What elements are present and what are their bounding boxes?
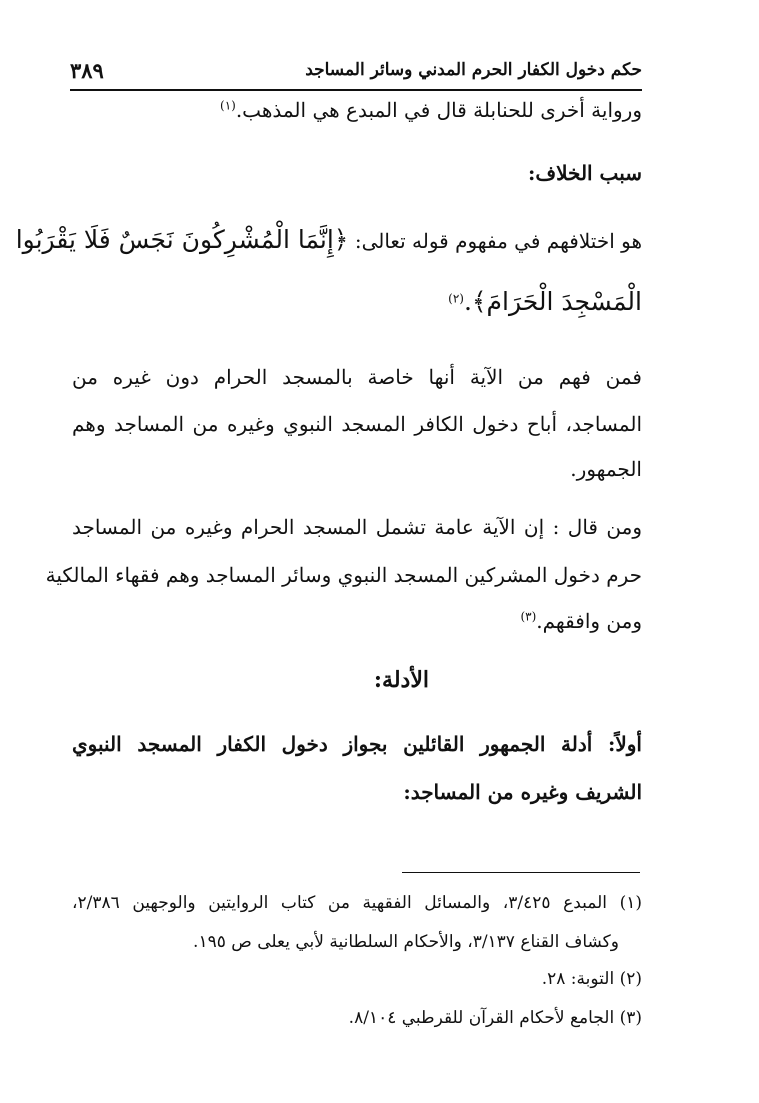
- running-header: [70, 58, 642, 92]
- paragraph-2-line-3: [520, 606, 642, 636]
- body-text: ومن وافقهم.: [536, 609, 642, 633]
- footnote-2: (٢) التوبة: ٢٨.: [541, 969, 642, 989]
- footnote-ref-2: (٢): [448, 291, 464, 306]
- footnote-ref-3: (٣): [520, 609, 537, 624]
- heading-evidence: الأدلة:: [373, 667, 429, 693]
- quran-verse: الْمَسْجِدَ الْحَرَامَ﴾.: [463, 287, 642, 316]
- evidence-line-2: الشريف وغيره من المساجد:: [403, 780, 642, 804]
- header-title: حكم دخول الكفار الحرم المدني وسائر المساجد: [305, 60, 642, 80]
- paragraph-1-line-1: فمن فهم من الآية أنها خاصة بالمسجد الحرام دون غيره من: [72, 365, 642, 389]
- body-line-1: [220, 95, 642, 125]
- footnote-ref-1: (١): [220, 98, 236, 113]
- footnote-1-line-1: (١) المبدع ٣/٤٢٥، والمسائل الفقهية من كتاب الروايتين والوجهين ٢/٣٨٦،: [72, 893, 642, 913]
- footnote-separator: [402, 872, 640, 873]
- body-text: هو اختلافهم في مفهوم قوله تعالى:: [354, 229, 642, 253]
- page-number: ٣٨٩: [70, 58, 104, 83]
- footnote-1-line-2: وكشاف القناع ٣/١٣٧، والأحكام السلطانية لأبي يعلى ص ١٩٥.: [193, 932, 619, 952]
- paragraph-1-line-2: المساجد، أباح دخول الكافر المسجد النبوي وغيره من المساجد وهم: [72, 412, 642, 436]
- header-rule: [70, 89, 642, 91]
- verse-line-2: [448, 287, 642, 318]
- heading-cause: سبب الخلاف:: [527, 161, 642, 185]
- body-text: ورواية أخرى للحنابلة قال في المبدع هي المذهب.: [235, 98, 642, 122]
- paragraph-2-line-2: حرم دخول المشركين المسجد النبوي وسائر المساجد وهم فقهاء المالكية: [45, 563, 642, 587]
- quran-verse: ﴿إِنَّمَا الْمُشْرِكُونَ نَجَسٌ فَلَا يَقْرَبُوا: [15, 225, 349, 254]
- verse-line-1: [15, 225, 642, 256]
- evidence-line-1: أولاً: أدلة الجمهور القائلين بجواز دخول الكفار المسجد النبوي: [72, 732, 642, 756]
- paragraph-2-line-1: ومن قال : إن الآية عامة تشمل المسجد الحرام وغيره من المساجد: [72, 515, 642, 539]
- paragraph-1-line-3: الجمهور.: [570, 457, 642, 481]
- footnote-3: (٣) الجامع لأحكام القرآن للقرطبي ٨/١٠٤.: [348, 1008, 642, 1028]
